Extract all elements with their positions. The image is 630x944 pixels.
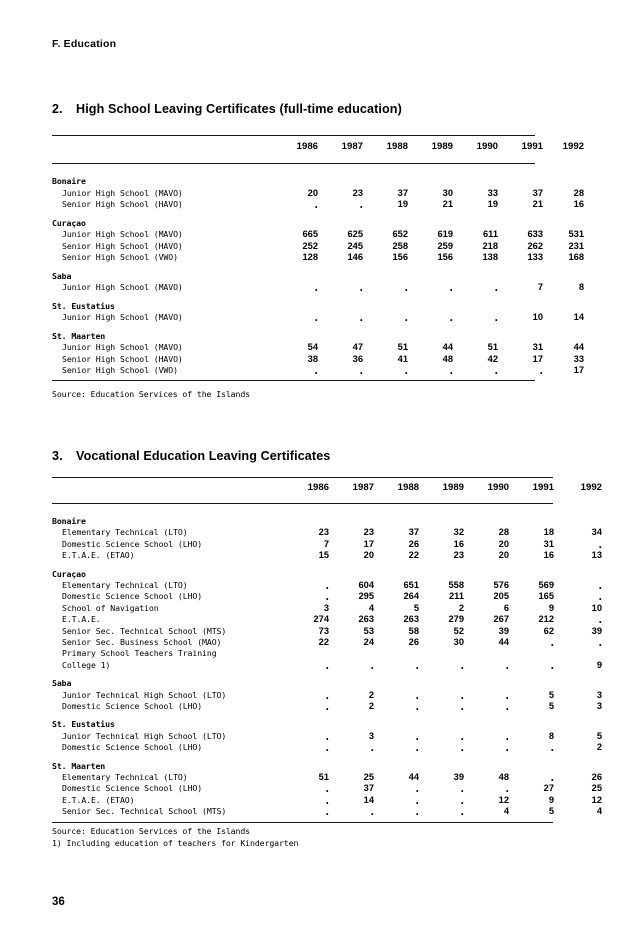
table-cell: 51 — [487, 342, 498, 352]
table-cell: 10 — [591, 602, 602, 613]
table-cell: . — [598, 638, 602, 649]
group-label: Bonaire — [52, 176, 86, 186]
table-cell: 20 — [498, 538, 509, 549]
table-cell: 37 — [363, 783, 374, 794]
table-cell: . — [325, 690, 329, 702]
table-cell: . — [505, 660, 509, 672]
row-label: Primary School Teachers Training — [62, 648, 217, 659]
table-cell: 3 — [368, 730, 374, 741]
column-header-1989: 1989 — [442, 482, 464, 493]
row-label: Elementary Technical (LTO) — [62, 772, 188, 782]
column-header-1992: 1992 — [580, 482, 602, 493]
table-cell: 24 — [363, 637, 374, 647]
table-cell: 48 — [498, 772, 509, 782]
table-cell: 569 — [538, 580, 554, 590]
table-cell: 128 — [302, 252, 318, 262]
column-header-1992: 1992 — [562, 141, 584, 152]
table-cell: 4 — [503, 806, 509, 817]
table-cell: 12 — [591, 794, 602, 805]
table-cell: 231 — [568, 240, 584, 251]
table-cell: 274 — [313, 614, 329, 625]
table-rule-bottom — [52, 380, 535, 381]
table-cell: 16 — [543, 550, 554, 561]
table-cell: 259 — [437, 240, 453, 251]
table-cell: 44 — [498, 637, 509, 647]
table-cell: 604 — [358, 580, 374, 590]
row-label: Domestic Science School (LHO) — [62, 538, 203, 549]
table-cell: . — [598, 592, 602, 604]
table-cell: . — [505, 784, 509, 796]
table-cell: . — [550, 743, 554, 755]
table-cell: 3 — [323, 602, 329, 613]
table-cell: 4 — [596, 806, 602, 817]
table-cell: 16 — [573, 199, 584, 209]
table-cell: . — [359, 200, 363, 211]
table-cell: 58 — [408, 625, 419, 636]
table-cell: 295 — [358, 591, 374, 602]
table-cell: 2 — [596, 742, 602, 753]
table-cell: . — [314, 283, 318, 294]
table-cell: . — [415, 660, 419, 672]
table-cell: 48 — [442, 353, 453, 364]
table-cell: 19 — [487, 199, 498, 209]
table-cell: 44 — [442, 342, 453, 352]
table-cell: . — [598, 581, 602, 592]
table-cell: 138 — [482, 252, 498, 262]
table-cell: 13 — [591, 550, 602, 561]
table-cell: 26 — [408, 637, 419, 647]
table-cell: 34 — [591, 527, 602, 538]
table1-number: 2. — [52, 102, 63, 116]
table2-source: Source: Education Services of the Islands — [52, 826, 251, 836]
group-label: Saba — [52, 678, 72, 689]
row-label: Junior High School (MAVO) — [62, 312, 183, 322]
row-label: Elementary Technical (LTO) — [62, 580, 188, 590]
row-label: Junior Technical High School (LTO) — [62, 689, 227, 700]
table-cell: 32 — [453, 527, 464, 538]
column-header-1990: 1990 — [487, 482, 509, 493]
table-cell: 31 — [532, 342, 543, 352]
table-cell: 38 — [307, 353, 318, 364]
row-label-continued: College 1) — [62, 659, 111, 670]
table-cell: 531 — [568, 229, 584, 239]
table-cell: . — [505, 690, 509, 702]
table-cell: 62 — [543, 625, 554, 636]
table-cell: 5 — [548, 689, 554, 700]
group-label: Bonaire — [52, 516, 86, 526]
table2-title — [52, 449, 330, 463]
table-cell: 31 — [543, 538, 554, 549]
table-cell: 279 — [448, 614, 464, 625]
table-cell: 218 — [482, 240, 498, 251]
table-cell: 51 — [397, 342, 408, 352]
table1-title — [52, 102, 402, 116]
table-cell: 47 — [352, 342, 363, 352]
table-cell: . — [314, 313, 318, 324]
table-cell: . — [325, 731, 329, 743]
table-cell: 52 — [453, 625, 464, 636]
table-cell: 14 — [363, 794, 374, 805]
table-cell: 23 — [453, 550, 464, 561]
table-rule-top — [52, 477, 553, 478]
table-cell: . — [415, 690, 419, 702]
table-cell: . — [325, 581, 329, 592]
table-cell: . — [370, 807, 374, 819]
table-cell: 4 — [368, 602, 374, 613]
table-cell: 37 — [532, 187, 543, 198]
table-cell: 165 — [538, 591, 554, 602]
table-cell: 36 — [352, 353, 363, 364]
table-cell: 2 — [368, 701, 374, 711]
row-label: Elementary Technical (LTO) — [62, 527, 188, 538]
table-cell: 25 — [591, 783, 602, 794]
table-cell: . — [505, 743, 509, 755]
table-cell: 22 — [408, 550, 419, 561]
table-cell: 6 — [503, 602, 509, 613]
table-cell: 5 — [413, 602, 419, 613]
table-cell: 252 — [302, 240, 318, 251]
table-rule-bottom — [52, 822, 553, 823]
table-cell: 39 — [591, 625, 602, 636]
table-cell: . — [404, 366, 408, 377]
table-cell: . — [415, 784, 419, 796]
table-cell: 262 — [527, 240, 543, 251]
row-label: E.T.A.E. — [62, 614, 101, 625]
table2-footnote: 1) Including education of teachers for Kindergarten — [52, 838, 299, 848]
column-header-1989: 1989 — [431, 141, 453, 152]
column-header-1988: 1988 — [397, 482, 419, 493]
table-cell: . — [314, 366, 318, 377]
table-cell: . — [415, 807, 419, 819]
table-cell: 665 — [302, 229, 318, 239]
table-cell: 5 — [548, 806, 554, 817]
table-cell: 2 — [368, 689, 374, 700]
table-cell: 8 — [578, 282, 584, 292]
table-cell: . — [359, 283, 363, 294]
table-cell: . — [460, 731, 464, 743]
table-cell: 5 — [548, 701, 554, 711]
page-number: 36 — [52, 896, 65, 908]
table-cell: 8 — [548, 730, 554, 741]
table-cell: 619 — [437, 229, 453, 239]
column-header-1991: 1991 — [521, 141, 543, 152]
row-label: Domestic Science School (LHO) — [62, 742, 203, 753]
table-cell: 17 — [532, 353, 543, 364]
row-label: Domestic Science School (LHO) — [62, 783, 203, 794]
table-cell: . — [539, 366, 543, 377]
table-cell: 633 — [527, 229, 543, 239]
row-label: Senior High School (VWO) — [62, 365, 178, 375]
table-cell: . — [505, 731, 509, 743]
table-cell: . — [460, 795, 464, 807]
table-rule-mid — [52, 163, 535, 164]
table-cell: 26 — [408, 538, 419, 549]
column-header-1991: 1991 — [532, 482, 554, 493]
table-cell: 19 — [397, 199, 408, 209]
table1-title-text: High School Leaving Certificates (full-time education) — [76, 102, 402, 116]
table-cell: . — [494, 366, 498, 377]
group-label: St. Maarten — [52, 330, 106, 341]
column-header-1988: 1988 — [386, 141, 408, 152]
row-label: Junior High School (MAVO) — [62, 342, 183, 352]
column-header-1987: 1987 — [341, 141, 363, 152]
row-label: Senior High School (HAVO) — [62, 353, 183, 364]
table-cell: 21 — [442, 199, 453, 209]
table-cell: . — [325, 592, 329, 604]
table-cell: . — [325, 743, 329, 755]
table-cell: . — [404, 283, 408, 294]
table-cell: 611 — [483, 229, 498, 239]
row-label: Senior Sec. Technical School (MTS) — [62, 625, 227, 636]
table-cell: 7 — [323, 538, 329, 549]
table-cell: 9 — [596, 659, 602, 670]
row-label: Junior High School (MAVO) — [62, 282, 183, 292]
table-rule-top — [52, 135, 535, 136]
table-cell: 17 — [573, 365, 584, 375]
table-cell: . — [598, 539, 602, 551]
table-cell: 263 — [358, 614, 374, 625]
table-cell: 41 — [397, 353, 408, 364]
row-label: Domestic Science School (LHO) — [62, 591, 203, 602]
table-cell: 5 — [596, 730, 602, 741]
table-cell: 133 — [527, 252, 543, 262]
table-cell: . — [370, 660, 374, 672]
group-label: Curaçao — [52, 568, 86, 579]
table-cell: 14 — [573, 312, 584, 322]
table-cell: 205 — [493, 591, 509, 602]
table-cell: 54 — [307, 342, 318, 352]
table-cell: 9 — [548, 794, 554, 805]
row-label: Junior High School (MAVO) — [62, 229, 183, 239]
table-cell: 168 — [568, 252, 584, 262]
table-cell: 156 — [437, 252, 453, 262]
table-cell: 44 — [573, 342, 584, 352]
table-cell: 37 — [397, 187, 408, 198]
table-cell: 28 — [573, 187, 584, 198]
row-label: E.T.A.E. (ETAO) — [62, 794, 135, 805]
table2-title-text: Vocational Education Leaving Certificates — [76, 449, 331, 463]
table-cell: 558 — [448, 580, 464, 590]
table-cell: 39 — [498, 625, 509, 636]
table-cell: 20 — [363, 550, 374, 561]
table-cell: . — [460, 807, 464, 819]
table-cell: 28 — [498, 527, 509, 538]
table-cell: 3 — [596, 689, 602, 700]
row-label: E.T.A.E. (ETAO) — [62, 550, 135, 561]
table-cell: 23 — [352, 187, 363, 198]
table-cell: . — [598, 615, 602, 627]
table-cell: . — [460, 702, 464, 713]
table-cell: 33 — [573, 353, 584, 364]
table-cell: 146 — [347, 252, 363, 262]
table-cell: 10 — [532, 312, 543, 322]
table-cell: . — [550, 773, 554, 784]
table-cell: . — [449, 283, 453, 294]
table-cell: . — [359, 366, 363, 377]
table-cell: 27 — [543, 783, 554, 794]
table-cell: . — [325, 795, 329, 807]
table-cell: 18 — [543, 527, 554, 538]
table-cell: . — [505, 702, 509, 713]
row-label: Senior High School (HAVO) — [62, 240, 183, 251]
table-cell: 211 — [449, 591, 464, 602]
table-cell: 15 — [318, 550, 329, 561]
table-cell: 267 — [493, 614, 509, 625]
table-cell: . — [460, 784, 464, 796]
table-cell: 30 — [453, 637, 464, 647]
table-cell: 17 — [363, 538, 374, 549]
table-cell: 212 — [538, 614, 554, 625]
group-label: St. Eustatius — [52, 719, 115, 730]
table-cell: 245 — [347, 240, 363, 251]
table-cell: . — [370, 743, 374, 755]
table-cell: . — [494, 313, 498, 324]
table-cell: 20 — [307, 187, 318, 198]
table-cell: . — [460, 743, 464, 755]
table-cell: . — [550, 660, 554, 672]
table-cell: 156 — [392, 252, 408, 262]
table-cell: . — [415, 731, 419, 743]
column-header-1987: 1987 — [352, 482, 374, 493]
row-label: Domestic Science School (LHO) — [62, 701, 203, 711]
table-cell: . — [449, 313, 453, 324]
table-cell: 258 — [392, 240, 408, 251]
table-cell: . — [415, 795, 419, 807]
table-cell: 26 — [591, 772, 602, 782]
table-cell: 53 — [363, 625, 374, 636]
table-cell: 3 — [596, 701, 602, 711]
table-cell: 625 — [347, 229, 363, 239]
table-cell: . — [359, 313, 363, 324]
table-cell: 2 — [458, 602, 464, 613]
table-cell: . — [404, 313, 408, 324]
table-cell: 9 — [548, 602, 554, 613]
table-cell: 22 — [318, 637, 329, 647]
row-label: School of Navigation — [62, 602, 159, 613]
table-cell: . — [325, 660, 329, 672]
table-cell: . — [325, 807, 329, 819]
table-cell: . — [314, 200, 318, 211]
column-header-1990: 1990 — [476, 141, 498, 152]
table-rule-mid — [52, 503, 553, 504]
row-label: Junior Technical High School (LTO) — [62, 730, 227, 741]
column-header-1986: 1986 — [296, 141, 318, 152]
table2-number: 3. — [52, 449, 63, 463]
table-cell: . — [449, 366, 453, 377]
table-cell: 44 — [408, 772, 419, 782]
group-label: St. Maarten — [52, 760, 106, 771]
row-label: Senior Sec. Technical School (MTS) — [62, 806, 227, 817]
row-label: Senior High School (HAVO) — [62, 199, 183, 209]
table-cell: 21 — [532, 199, 543, 209]
table-cell: . — [460, 690, 464, 702]
table-cell: . — [415, 702, 419, 713]
table-cell: 51 — [318, 772, 329, 782]
table-cell: 39 — [453, 772, 464, 782]
table-cell: 7 — [537, 282, 543, 292]
table-cell: . — [415, 743, 419, 755]
table-cell: 12 — [498, 794, 509, 805]
group-label: St. Eustatius — [52, 300, 115, 311]
section-header: F. Education — [52, 38, 117, 50]
table-cell: 23 — [363, 527, 374, 538]
column-header-1986: 1986 — [307, 482, 329, 493]
row-label: Junior High School (MAVO) — [62, 187, 183, 198]
table-cell: . — [460, 660, 464, 672]
table1-source: Source: Education Services of the Islands — [52, 389, 251, 399]
table-cell: 30 — [442, 187, 453, 198]
table-cell: 576 — [493, 580, 509, 590]
table-cell: 42 — [487, 353, 498, 364]
group-label: Curaçao — [52, 217, 86, 228]
table-cell: . — [325, 702, 329, 713]
table-cell: 20 — [498, 550, 509, 561]
table-cell: 25 — [363, 772, 374, 782]
row-label: Senior Sec. Business School (MAO) — [62, 637, 222, 647]
table-cell: 263 — [403, 614, 419, 625]
table-cell: 23 — [318, 527, 329, 538]
table-cell: 33 — [487, 187, 498, 198]
table-cell: 73 — [318, 625, 329, 636]
group-label: Saba — [52, 270, 72, 281]
table-cell: 652 — [392, 229, 408, 239]
table-cell: 651 — [403, 580, 419, 590]
table-cell: 16 — [453, 538, 464, 549]
table-cell: . — [325, 784, 329, 796]
table-cell: 264 — [403, 591, 419, 602]
table-cell: . — [550, 638, 554, 649]
row-label: Senior High School (VWO) — [62, 252, 178, 262]
table-cell: 37 — [408, 527, 419, 538]
table-cell: . — [494, 283, 498, 294]
